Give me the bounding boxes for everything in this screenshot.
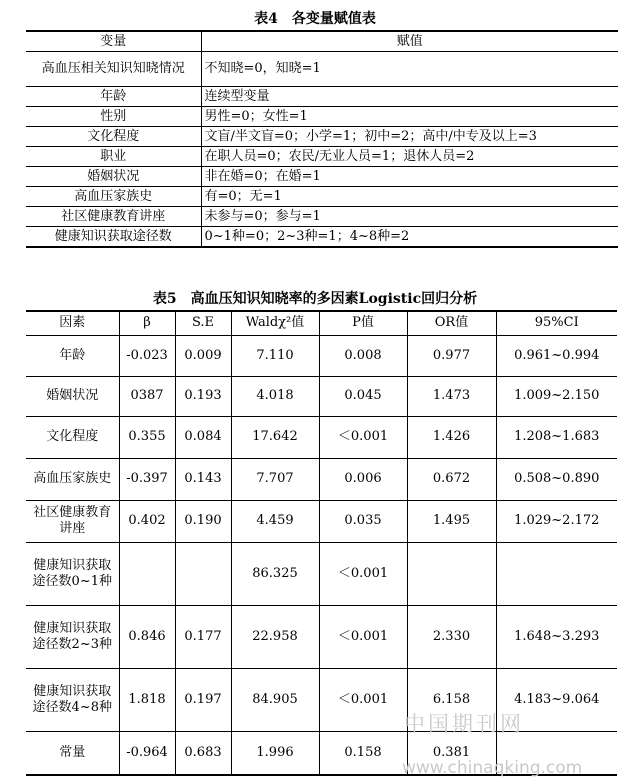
table-row	[26, 500, 617, 542]
table4-cell: 0~1种=0；2~3种=1；4~8种=2	[201, 227, 618, 248]
table5-cell: 6.158	[407, 668, 496, 731]
table5-cell: 文化程度	[26, 416, 119, 458]
table5-title: 表5 高血压知识知晓率的多因素Logistic回归分析	[152, 291, 478, 307]
variable-assignment-table	[26, 30, 618, 248]
table5-cell: 0.683	[175, 731, 231, 775]
table5-cell: 4.183~9.064	[496, 668, 617, 731]
table-row	[26, 335, 617, 376]
table5-cell: 0.193	[175, 376, 231, 416]
table4-header-variable: 变量	[26, 31, 201, 52]
table-row	[26, 542, 617, 605]
table5-cell: 1.009~2.150	[496, 376, 617, 416]
table4-cell: 文化程度	[26, 127, 201, 147]
table4-cell: 婚姻状况	[26, 167, 201, 187]
table5-cell: 2.330	[407, 605, 496, 668]
table5-cell: 4.459	[231, 500, 319, 542]
table5-cell: 0.977	[407, 335, 496, 376]
table5-cell	[407, 542, 496, 605]
table5-cell: 0.197	[175, 668, 231, 731]
table5-cell: 4.018	[231, 376, 319, 416]
table5-cell: 0.177	[175, 605, 231, 668]
table5-cell: 86.325	[231, 542, 319, 605]
table5-cell: 7.110	[231, 335, 319, 376]
table4-header-row	[26, 31, 618, 52]
table5-cell: 健康知识获取途径数2~3种	[26, 605, 119, 668]
table-row	[26, 376, 617, 416]
table4-cell: 健康知识获取途径数	[26, 227, 201, 248]
table-row	[26, 87, 618, 107]
table4-cell: 高血压家族史	[26, 187, 201, 207]
table5-header-cell: β	[119, 311, 175, 335]
table5-cell: 1.648~3.293	[496, 605, 617, 668]
table5-cell: 常量	[26, 731, 119, 775]
table4-cell: 在职人员=0；农民/无业人员=1；退休人员=2	[201, 147, 618, 167]
table5-cell: 17.642	[231, 416, 319, 458]
table4-cell: 性别	[26, 107, 201, 127]
table-row	[26, 127, 618, 147]
table5-cell: ＜0.001	[319, 416, 407, 458]
table5-cell: 0.008	[319, 335, 407, 376]
table-row	[26, 207, 618, 227]
table5-header-row	[26, 311, 617, 335]
table5-cell: ＜0.001	[319, 605, 407, 668]
table5-header-cell: OR值	[407, 311, 496, 335]
table4-cell: 高血压相关知识知晓情况	[26, 52, 201, 87]
table5-header-cell: 95%CI	[496, 311, 617, 335]
table5-header-cell: S.E	[175, 311, 231, 335]
table-row	[26, 227, 618, 248]
table-row	[26, 167, 618, 187]
table5-cell: 健康知识获取途径数4~8种	[26, 668, 119, 731]
table5-cell: 84.905	[231, 668, 319, 731]
table5-cell: 社区健康教育讲座	[26, 500, 119, 542]
table5-header-cell: P值	[319, 311, 407, 335]
table5-cell: 0387	[119, 376, 175, 416]
table-row	[26, 668, 617, 731]
table5-cell: 1.473	[407, 376, 496, 416]
table5-cell: 0.084	[175, 416, 231, 458]
table4-header-assignment: 赋值	[201, 31, 618, 52]
table5-cell	[496, 542, 617, 605]
table5-cell: ＜0.001	[319, 668, 407, 731]
table4-cell: 不知晓=0，知晓=1	[201, 52, 618, 87]
table-row	[26, 605, 617, 668]
table5-cell: 健康知识获取途径数0~1种	[26, 542, 119, 605]
table5-cell: 0.846	[119, 605, 175, 668]
table4-cell: 未参与=0；参与=1	[201, 207, 618, 227]
table4-title: 表4 各变量赋值表	[254, 11, 376, 27]
watermark-url: www.chinaqking.com	[402, 758, 583, 778]
table5-cell: 高血压家族史	[26, 458, 119, 500]
table5-cell: 1.495	[407, 500, 496, 542]
watermark-logo-text: 中国期刊网	[404, 712, 524, 736]
table-row	[26, 416, 617, 458]
table5-cell: 1.818	[119, 668, 175, 731]
table4-cell: 连续型变量	[201, 87, 618, 107]
table5-cell: 0.381	[407, 731, 496, 775]
table4-cell: 男性=0；女性=1	[201, 107, 618, 127]
table5-cell: 22.958	[231, 605, 319, 668]
table5-cell	[175, 542, 231, 605]
table-row	[26, 147, 618, 167]
logistic-regression-table	[26, 310, 617, 776]
table5-cell: 0.355	[119, 416, 175, 458]
table5-cell: 0.035	[319, 500, 407, 542]
table5-cell	[119, 542, 175, 605]
table4-cell: 文盲/半文盲=0；小学=1；初中=2；高中/中专及以上=3	[201, 127, 618, 147]
table-row	[26, 187, 618, 207]
table5-cell: 婚姻状况	[26, 376, 119, 416]
table5-cell: 1.029~2.172	[496, 500, 617, 542]
table5-cell: 0.045	[319, 376, 407, 416]
table5-cell: 0.006	[319, 458, 407, 500]
table5-cell: 1.208~1.683	[496, 416, 617, 458]
table4-cell: 有=0；无=1	[201, 187, 618, 207]
table5-cell: 0.961~0.994	[496, 335, 617, 376]
table5-cell: 1.996	[231, 731, 319, 775]
table5-header-cell: Waldχ²值	[231, 311, 319, 335]
table5-cell: -0.964	[119, 731, 175, 775]
table5-cell: 0.009	[175, 335, 231, 376]
table5-cell: 年龄	[26, 335, 119, 376]
table4-cell: 年龄	[26, 87, 201, 107]
table5-cell: 1.426	[407, 416, 496, 458]
table5-header-cell: 因素	[26, 311, 119, 335]
table5-cell: 7.707	[231, 458, 319, 500]
table-row	[26, 52, 618, 87]
table5-cell: 0.143	[175, 458, 231, 500]
table5-cell: 0.158	[319, 731, 407, 775]
table4-cell: 职业	[26, 147, 201, 167]
table5-cell: -0.397	[119, 458, 175, 500]
table5-cell: 0.190	[175, 500, 231, 542]
table5-cell: 0.508~0.890	[496, 458, 617, 500]
table5-cell: 0.672	[407, 458, 496, 500]
table5-cell: -0.023	[119, 335, 175, 376]
table5-cell: 0.402	[119, 500, 175, 542]
table-row	[26, 107, 618, 127]
table4-cell: 社区健康教育讲座	[26, 207, 201, 227]
table4-cell: 非在婚=0；在婚=1	[201, 167, 618, 187]
table5-cell: ＜0.001	[319, 542, 407, 605]
table-row	[26, 458, 617, 500]
